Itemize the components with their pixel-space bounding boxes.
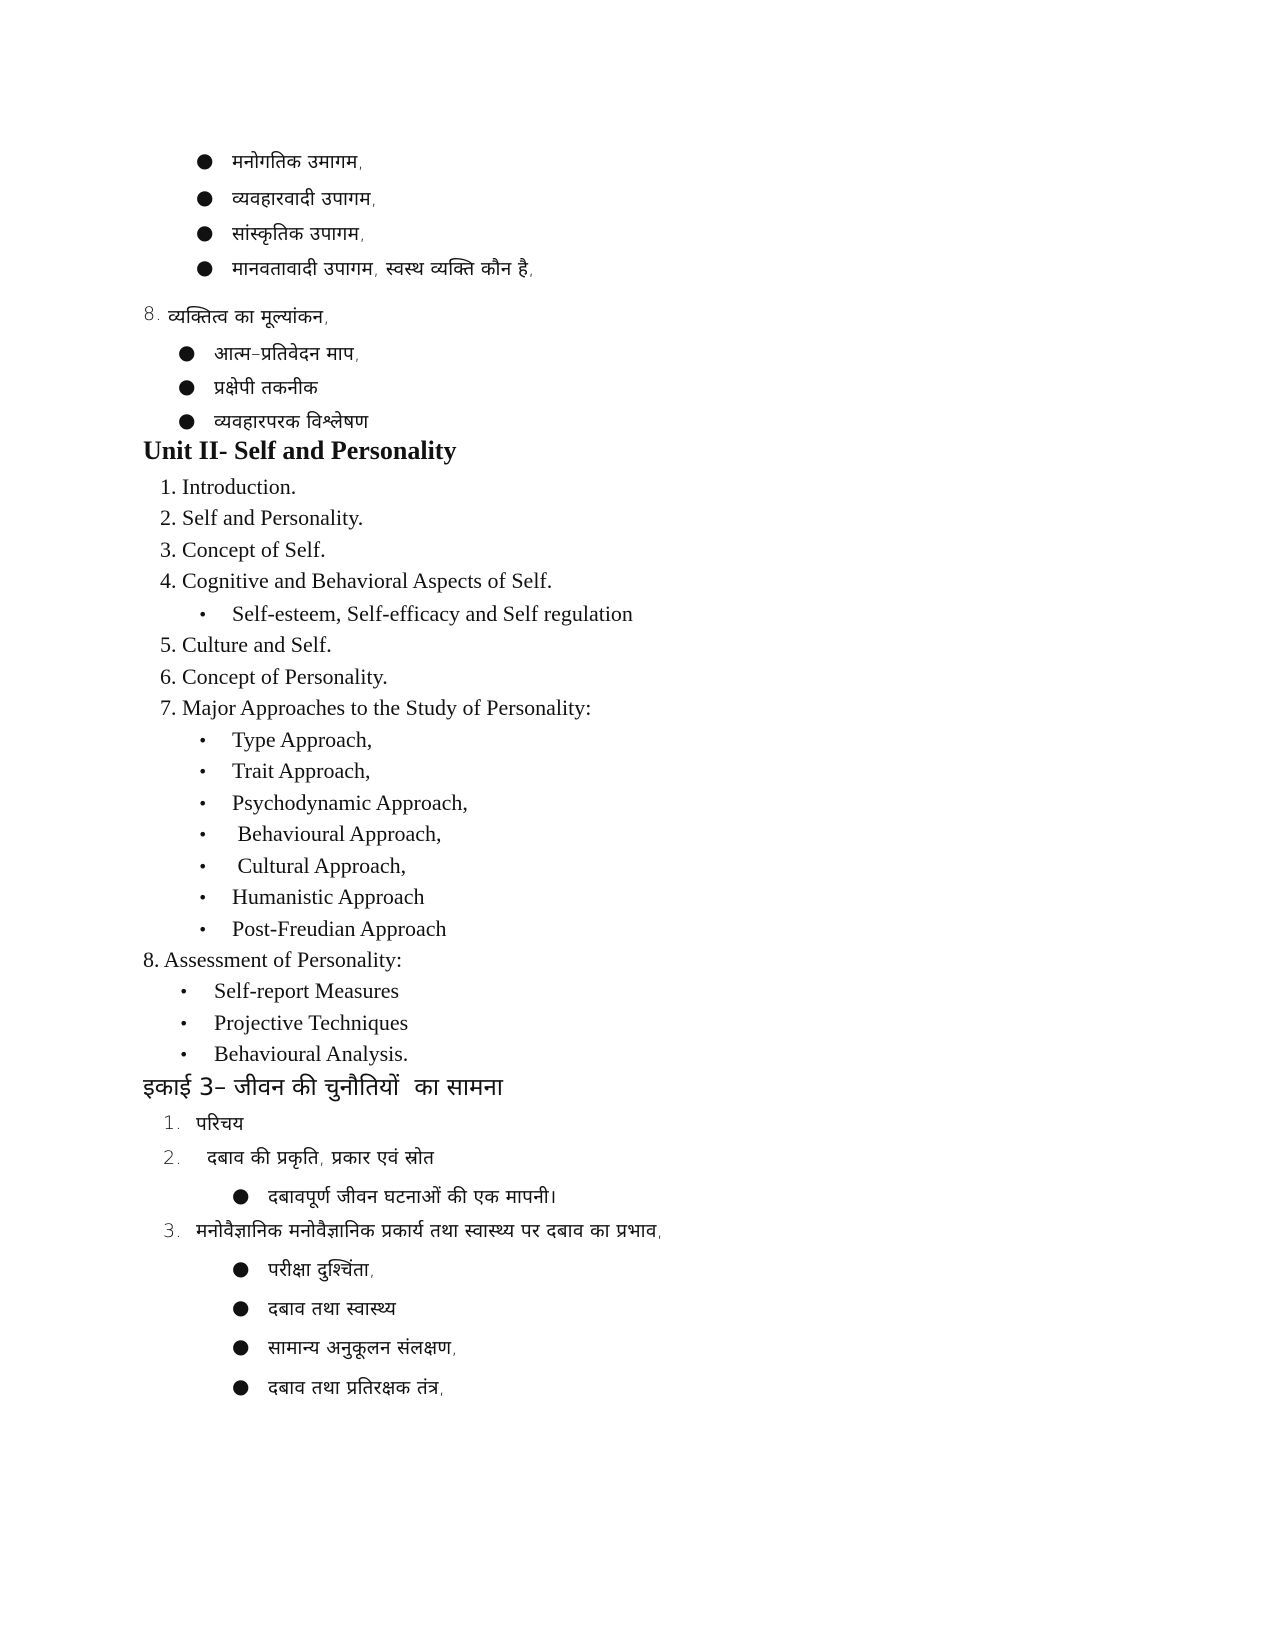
list-item: व्यवहारवादी उपागम, xyxy=(232,188,378,210)
list-item: दबाव तथा प्रतिरक्षक तंत्र, xyxy=(268,1377,446,1399)
bullet-icon: ● xyxy=(232,1183,250,1207)
list-item: 5. Culture and Self. xyxy=(160,632,332,657)
bullet-icon: ● xyxy=(196,220,214,244)
list-item: 3. Concept of Self. xyxy=(160,537,326,562)
list-item: दबाव तथा स्वास्थ्य xyxy=(268,1298,397,1320)
list-item: Humanistic Approach xyxy=(232,884,425,909)
list-item: दबाव की प्रकृति, प्रकार एवं स्रोत xyxy=(207,1147,435,1169)
list-item: परिचय xyxy=(196,1113,244,1135)
list-item: मनोवैज्ञानिक मनोवैज्ञानिक प्रकार्य तथा स्वास्थ्य पर दबाव का प्रभाव, xyxy=(196,1220,664,1242)
list-item: Self-report Measures xyxy=(214,978,400,1003)
section-heading: Unit II- Self and Personality xyxy=(143,436,457,465)
list-number: 1. xyxy=(163,1112,182,1134)
list-item: 7. Major Approaches to the Study of Personality: xyxy=(160,695,592,720)
bullet-icon: ● xyxy=(178,408,196,432)
list-item: आत्म–प्रतिवेदन माप, xyxy=(214,343,361,365)
bullet-icon: • xyxy=(179,1045,189,1064)
bullet-icon: • xyxy=(198,888,208,907)
list-number: 2. xyxy=(163,1147,182,1169)
bullet-icon: • xyxy=(198,920,208,939)
bullet-icon: ● xyxy=(232,1374,250,1398)
bullet-icon: • xyxy=(179,982,189,1001)
bullet-icon: ● xyxy=(196,185,214,209)
list-item: Trait Approach, xyxy=(232,758,371,783)
bullet-icon: • xyxy=(198,605,208,624)
list-item: Post-Freudian Approach xyxy=(232,916,447,941)
list-item: 2. Self and Personality. xyxy=(160,505,364,530)
list-item: Self-esteem, Self-efficacy and Self regulation xyxy=(232,601,633,626)
list-item: 6. Concept of Personality. xyxy=(160,664,388,689)
list-item: मनोगतिक उमागम, xyxy=(232,151,365,173)
bullet-icon: • xyxy=(198,857,208,876)
list-item: परीक्षा दुश्चिंता, xyxy=(268,1259,376,1281)
bullet-icon: ● xyxy=(196,255,214,279)
bullet-icon: ● xyxy=(196,148,214,172)
bullet-icon: ● xyxy=(232,1256,250,1280)
list-item: प्रक्षेपी तकनीक xyxy=(214,377,319,399)
list-item: Behavioural Analysis. xyxy=(214,1041,409,1066)
list-item: सांस्कृतिक उपागम, xyxy=(232,223,366,245)
list-item: Psychodynamic Approach, xyxy=(232,790,468,815)
bullet-icon: ● xyxy=(178,374,196,398)
list-item: Behavioural Approach, xyxy=(232,821,442,846)
list-item: दबावपूर्ण जीवन घटनाओं की एक मापनी। xyxy=(268,1186,557,1208)
list-item: Type Approach, xyxy=(232,727,373,752)
bullet-icon: • xyxy=(198,794,208,813)
section-heading: इकाई 3– जीवन की चुनौतियों का सामना xyxy=(143,1073,504,1101)
bullet-icon: ● xyxy=(178,340,196,364)
bullet-icon: ● xyxy=(232,1334,250,1358)
list-item: व्यवहारपरक विश्लेषण xyxy=(214,411,369,433)
bullet-icon: • xyxy=(198,825,208,844)
list-item: सामान्य अनुकूलन संलक्षण, xyxy=(268,1337,458,1359)
bullet-icon: ● xyxy=(232,1295,250,1319)
list-number: 3. xyxy=(163,1220,182,1242)
list-item: Projective Techniques xyxy=(214,1010,409,1035)
list-number: 8. xyxy=(143,303,162,325)
list-item: Cultural Approach, xyxy=(232,853,407,878)
bullet-icon: • xyxy=(179,1014,189,1033)
list-item: 4. Cognitive and Behavioral Aspects of Self. xyxy=(160,568,553,593)
bullet-icon: • xyxy=(198,731,208,750)
bullet-icon: • xyxy=(198,762,208,781)
list-item: 8. Assessment of Personality: xyxy=(143,947,403,972)
list-item: मानवतावादी उपागम, स्वस्थ व्यक्ति कौन है, xyxy=(232,258,535,280)
list-item: 1. Introduction. xyxy=(160,474,297,499)
list-item: व्यक्तित्व का मूल्यांकन, xyxy=(168,306,330,328)
